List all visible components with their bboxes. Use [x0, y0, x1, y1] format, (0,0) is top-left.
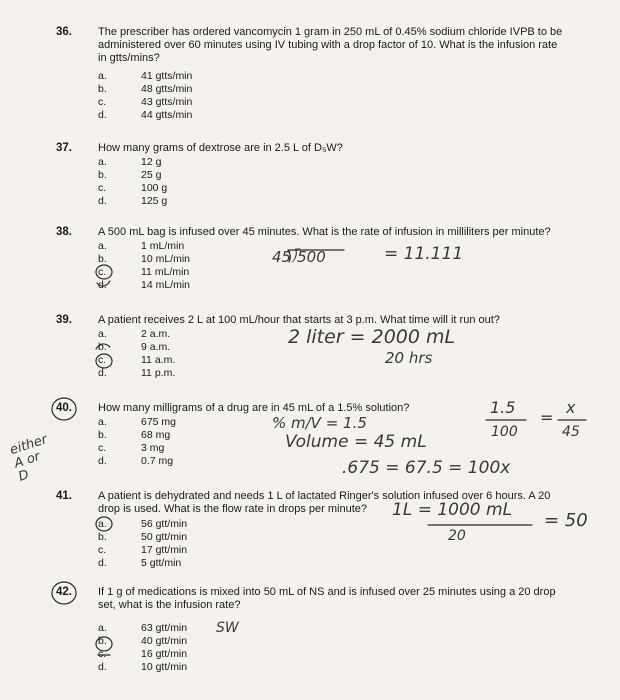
- option-letter: a.: [98, 240, 107, 252]
- option-text: 5 gtt/min: [141, 557, 182, 569]
- option-text: 44 gtts/min: [141, 109, 193, 121]
- hw-q40-x-den: 45: [562, 424, 580, 440]
- hw-q40-volume: Volume = 45 mL: [285, 432, 427, 452]
- question-number: 37.: [56, 142, 72, 154]
- option-letter: a.: [98, 416, 107, 428]
- question-number: 36.: [56, 26, 72, 38]
- option-text: 9 a.m.: [141, 341, 171, 353]
- option-letter: a.: [98, 328, 107, 340]
- option-letter: d.: [98, 279, 107, 291]
- option-text: 1 mL/min: [141, 240, 185, 252]
- hw-q40-frac-num: 1.5: [490, 398, 516, 417]
- option-letter: a.: [98, 156, 107, 168]
- option-letter: b.: [98, 429, 107, 441]
- option-letter: d.: [98, 109, 107, 121]
- question-stem: A 500 mL bag is infused over 45 minutes. What is the rate of infusion in milliliters per minute?: [98, 226, 551, 238]
- option-letter: d.: [98, 455, 107, 467]
- option-text: 11 a.m.: [141, 354, 176, 366]
- option-text: 25 g: [141, 169, 162, 181]
- hw-q41-result: = 50: [544, 510, 588, 531]
- question-stem: The prescriber has ordered vancomycin 1 gram in 250 mL of 0.45% sodium chloride IVPB to be administered over 60 minutes using IV tubing with a drop factor of 10. What is the infusion rate in gtts/mins?: [98, 26, 563, 64]
- option-text: 41 gtts/min: [141, 70, 193, 82]
- question-number: 41.: [56, 490, 72, 502]
- option-letter: b.: [98, 341, 107, 353]
- question-stem: How many grams of dextrose are in 2.5 L of D₅W?: [98, 142, 343, 154]
- option-text: 2 a.m.: [141, 328, 171, 340]
- option-text: 11 p.m.: [141, 367, 176, 379]
- option-letter: b.: [98, 169, 107, 181]
- hw-q40-x-num: x: [566, 398, 576, 417]
- option-letter: d.: [98, 557, 107, 569]
- hw-q38-result: = 11.111: [384, 244, 464, 264]
- hw-q41-work-den: 20: [448, 528, 466, 544]
- option-text: 10 gtt/min: [141, 661, 188, 673]
- option-letter: c.: [98, 442, 107, 454]
- option-text: 12 g: [141, 156, 162, 168]
- option-text: 40 gtt/min: [141, 635, 188, 647]
- hw-q41-work: 1L = 1000 mL: [392, 500, 513, 520]
- option-letter: d.: [98, 367, 107, 379]
- question-number: 39.: [56, 314, 72, 326]
- option-letter: b.: [98, 253, 107, 265]
- option-text: 14 mL/min: [141, 279, 191, 291]
- option-text: 16 gtt/min: [141, 648, 188, 660]
- option-text: 100 g: [141, 182, 168, 194]
- option-text: 50 gtt/min: [141, 531, 188, 543]
- question-stem: A patient is dehydrated and needs 1 L of lactated Ringer's solution infused over 6 hours. A 20 drop is used. What is the flow rate in drops per minute?: [98, 490, 551, 515]
- option-letter: a.: [98, 622, 107, 634]
- question-stem: A patient receives 2 L at 100 mL/hour that starts at 3 p.m. What time will it run out?: [98, 314, 500, 326]
- option-text: 10 mL/min: [141, 253, 191, 265]
- option-text: 48 gtts/min: [141, 83, 193, 95]
- hw-q40-eq: =: [540, 408, 554, 427]
- option-text: 3 mg: [141, 442, 165, 454]
- option-letter: c.: [98, 648, 107, 660]
- question-stem: How many milligrams of a drug are in 45 mL of a 1.5% solution?: [98, 402, 410, 414]
- hw-q38-work: 45⟌500: [272, 248, 326, 266]
- option-text: 0.7 mg: [141, 455, 174, 467]
- option-letter: c.: [98, 544, 107, 556]
- option-letter: c.: [98, 182, 107, 194]
- option-letter: c.: [98, 266, 107, 278]
- hw-q40-margin: either A or D: [8, 432, 50, 485]
- option-letter: d.: [98, 195, 107, 207]
- hw-q39-line2: 20 hrs: [385, 349, 433, 367]
- option-text: 11 mL/min: [141, 266, 190, 278]
- option-text: 56 gtt/min: [141, 518, 188, 530]
- option-text: 125 g: [141, 195, 168, 207]
- option-letter: b.: [98, 83, 107, 95]
- hw-q42-note: SW: [216, 620, 239, 636]
- option-letter: a.: [98, 518, 107, 530]
- hw-q39-line1: 2 liter = 2000 mL: [288, 326, 456, 348]
- option-text: 63 gtt/min: [141, 622, 188, 634]
- option-text: 675 mg: [141, 416, 177, 428]
- option-letter: b.: [98, 531, 107, 543]
- option-text: 17 gtt/min: [141, 544, 188, 556]
- question-stem: If 1 g of medications is mixed into 50 mL of NS and is infused over 25 minutes using a 20 drop set, what is the infusion rate?: [98, 586, 556, 611]
- hw-q40-formula: % m/V = 1.5: [272, 414, 367, 432]
- question-number: 38.: [56, 226, 72, 238]
- question-number: 42.: [56, 586, 72, 598]
- option-letter: d.: [98, 661, 107, 673]
- option-text: 68 mg: [141, 429, 171, 441]
- option-letter: b.: [98, 635, 107, 647]
- option-text: 43 gtts/min: [141, 96, 193, 108]
- hw-q40-result: .675 = 67.5 = 100x: [342, 458, 511, 478]
- option-letter: c.: [98, 96, 107, 108]
- option-letter: a.: [98, 70, 107, 82]
- option-letter: c.: [98, 354, 107, 366]
- hw-q40-frac-den: 100: [491, 424, 518, 440]
- question-number: 40.: [56, 402, 72, 414]
